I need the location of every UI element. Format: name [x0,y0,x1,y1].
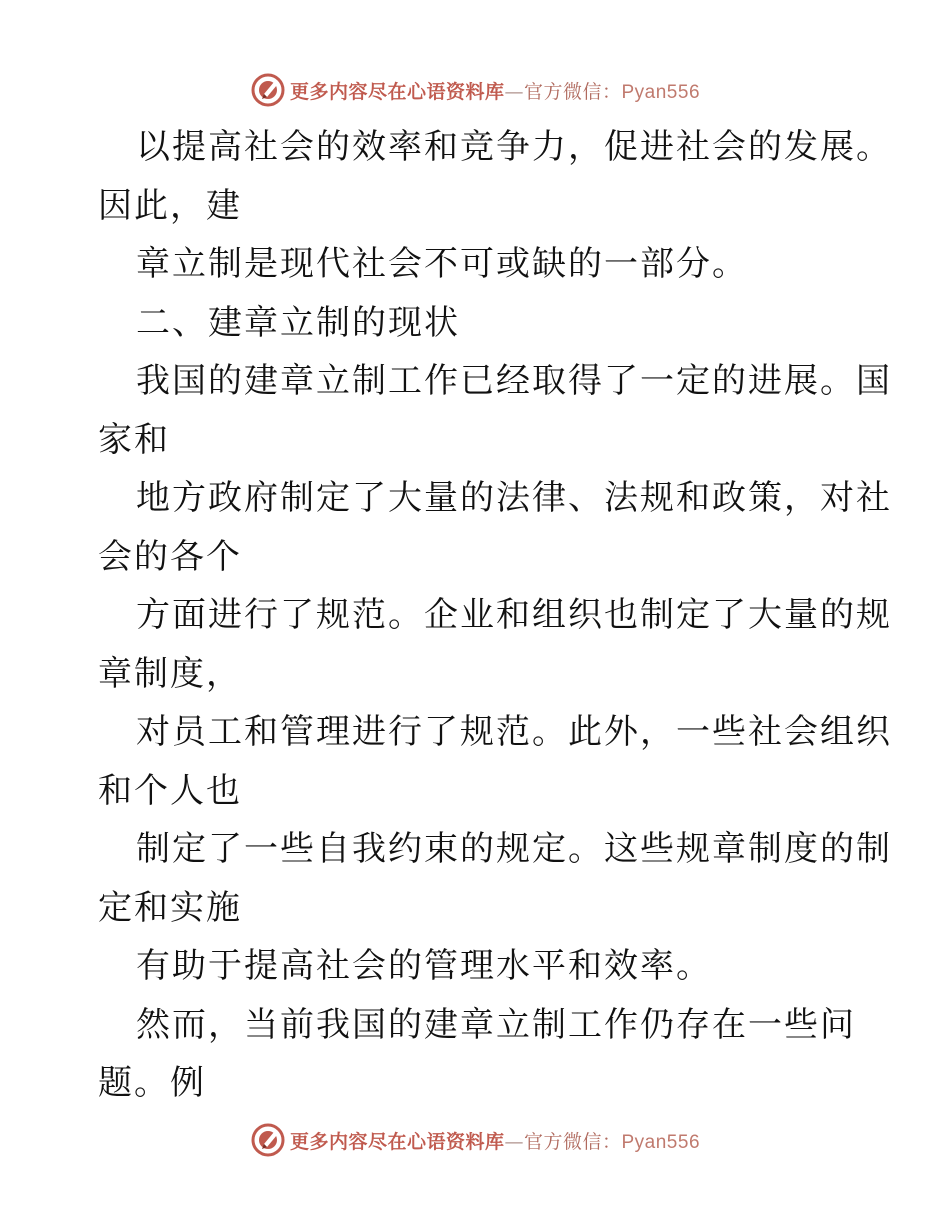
header-banner-text [290,77,700,104]
header-brand: 更多内容尽在心语资料库 [289,80,505,103]
text-line: 有助于提高社会的管理水平和效率。 [136,946,712,986]
text-line: 和个人也 [98,770,242,811]
header-banner-inner [250,72,700,108]
text-line: 定和实施 [98,887,242,928]
footer-contact-label: 官方微信： [523,1130,622,1153]
text-line: 家和 [98,419,170,460]
text-line: 章立制是现代社会不可或缺的一部分。 [136,244,748,284]
section-heading: 二、建章立制的现状 [136,302,460,343]
footer-banner [0,1120,950,1160]
text-line: 制定了一些自我约束的规定。这些规章制度的制 [136,829,892,869]
text-line: 地方政府制定了大量的法律、法规和政策，对社 [136,478,892,518]
text-line: 然而，当前我国的建章立制工作仍存在一些问 [136,1004,856,1045]
pen-logo-icon [250,1122,286,1158]
text-line: 我国的建章立制工作已经取得了一定的进展。国 [136,361,892,401]
footer-brand: 更多内容尽在心语资料库 [289,1130,505,1153]
text-line: 题。例 [98,1063,206,1103]
body-text [98,118,892,1113]
footer-dash: — [504,1130,524,1153]
header-dash: — [504,80,524,103]
text-line: 以提高社会的效率和竞争力，促进社会的发展。 [136,127,892,167]
text-line: 章制度， [98,653,242,694]
text-line: 因此，建 [98,185,242,226]
footer-banner-inner [250,1122,700,1158]
text-line: 会的各个 [98,536,242,577]
text-line: 方面进行了规范。企业和组织也制定了大量的规 [136,595,892,635]
header-contact-label: 官方微信： [523,80,622,103]
pen-logo-icon [250,72,286,108]
header-wechat-id: Pyan556 [621,81,701,103]
footer-wechat-id: Pyan556 [621,1131,701,1153]
text-line: 对员工和管理进行了规范。此外，一些社会组织 [136,712,892,752]
footer-banner-text [290,1127,700,1154]
header-banner [0,70,950,110]
